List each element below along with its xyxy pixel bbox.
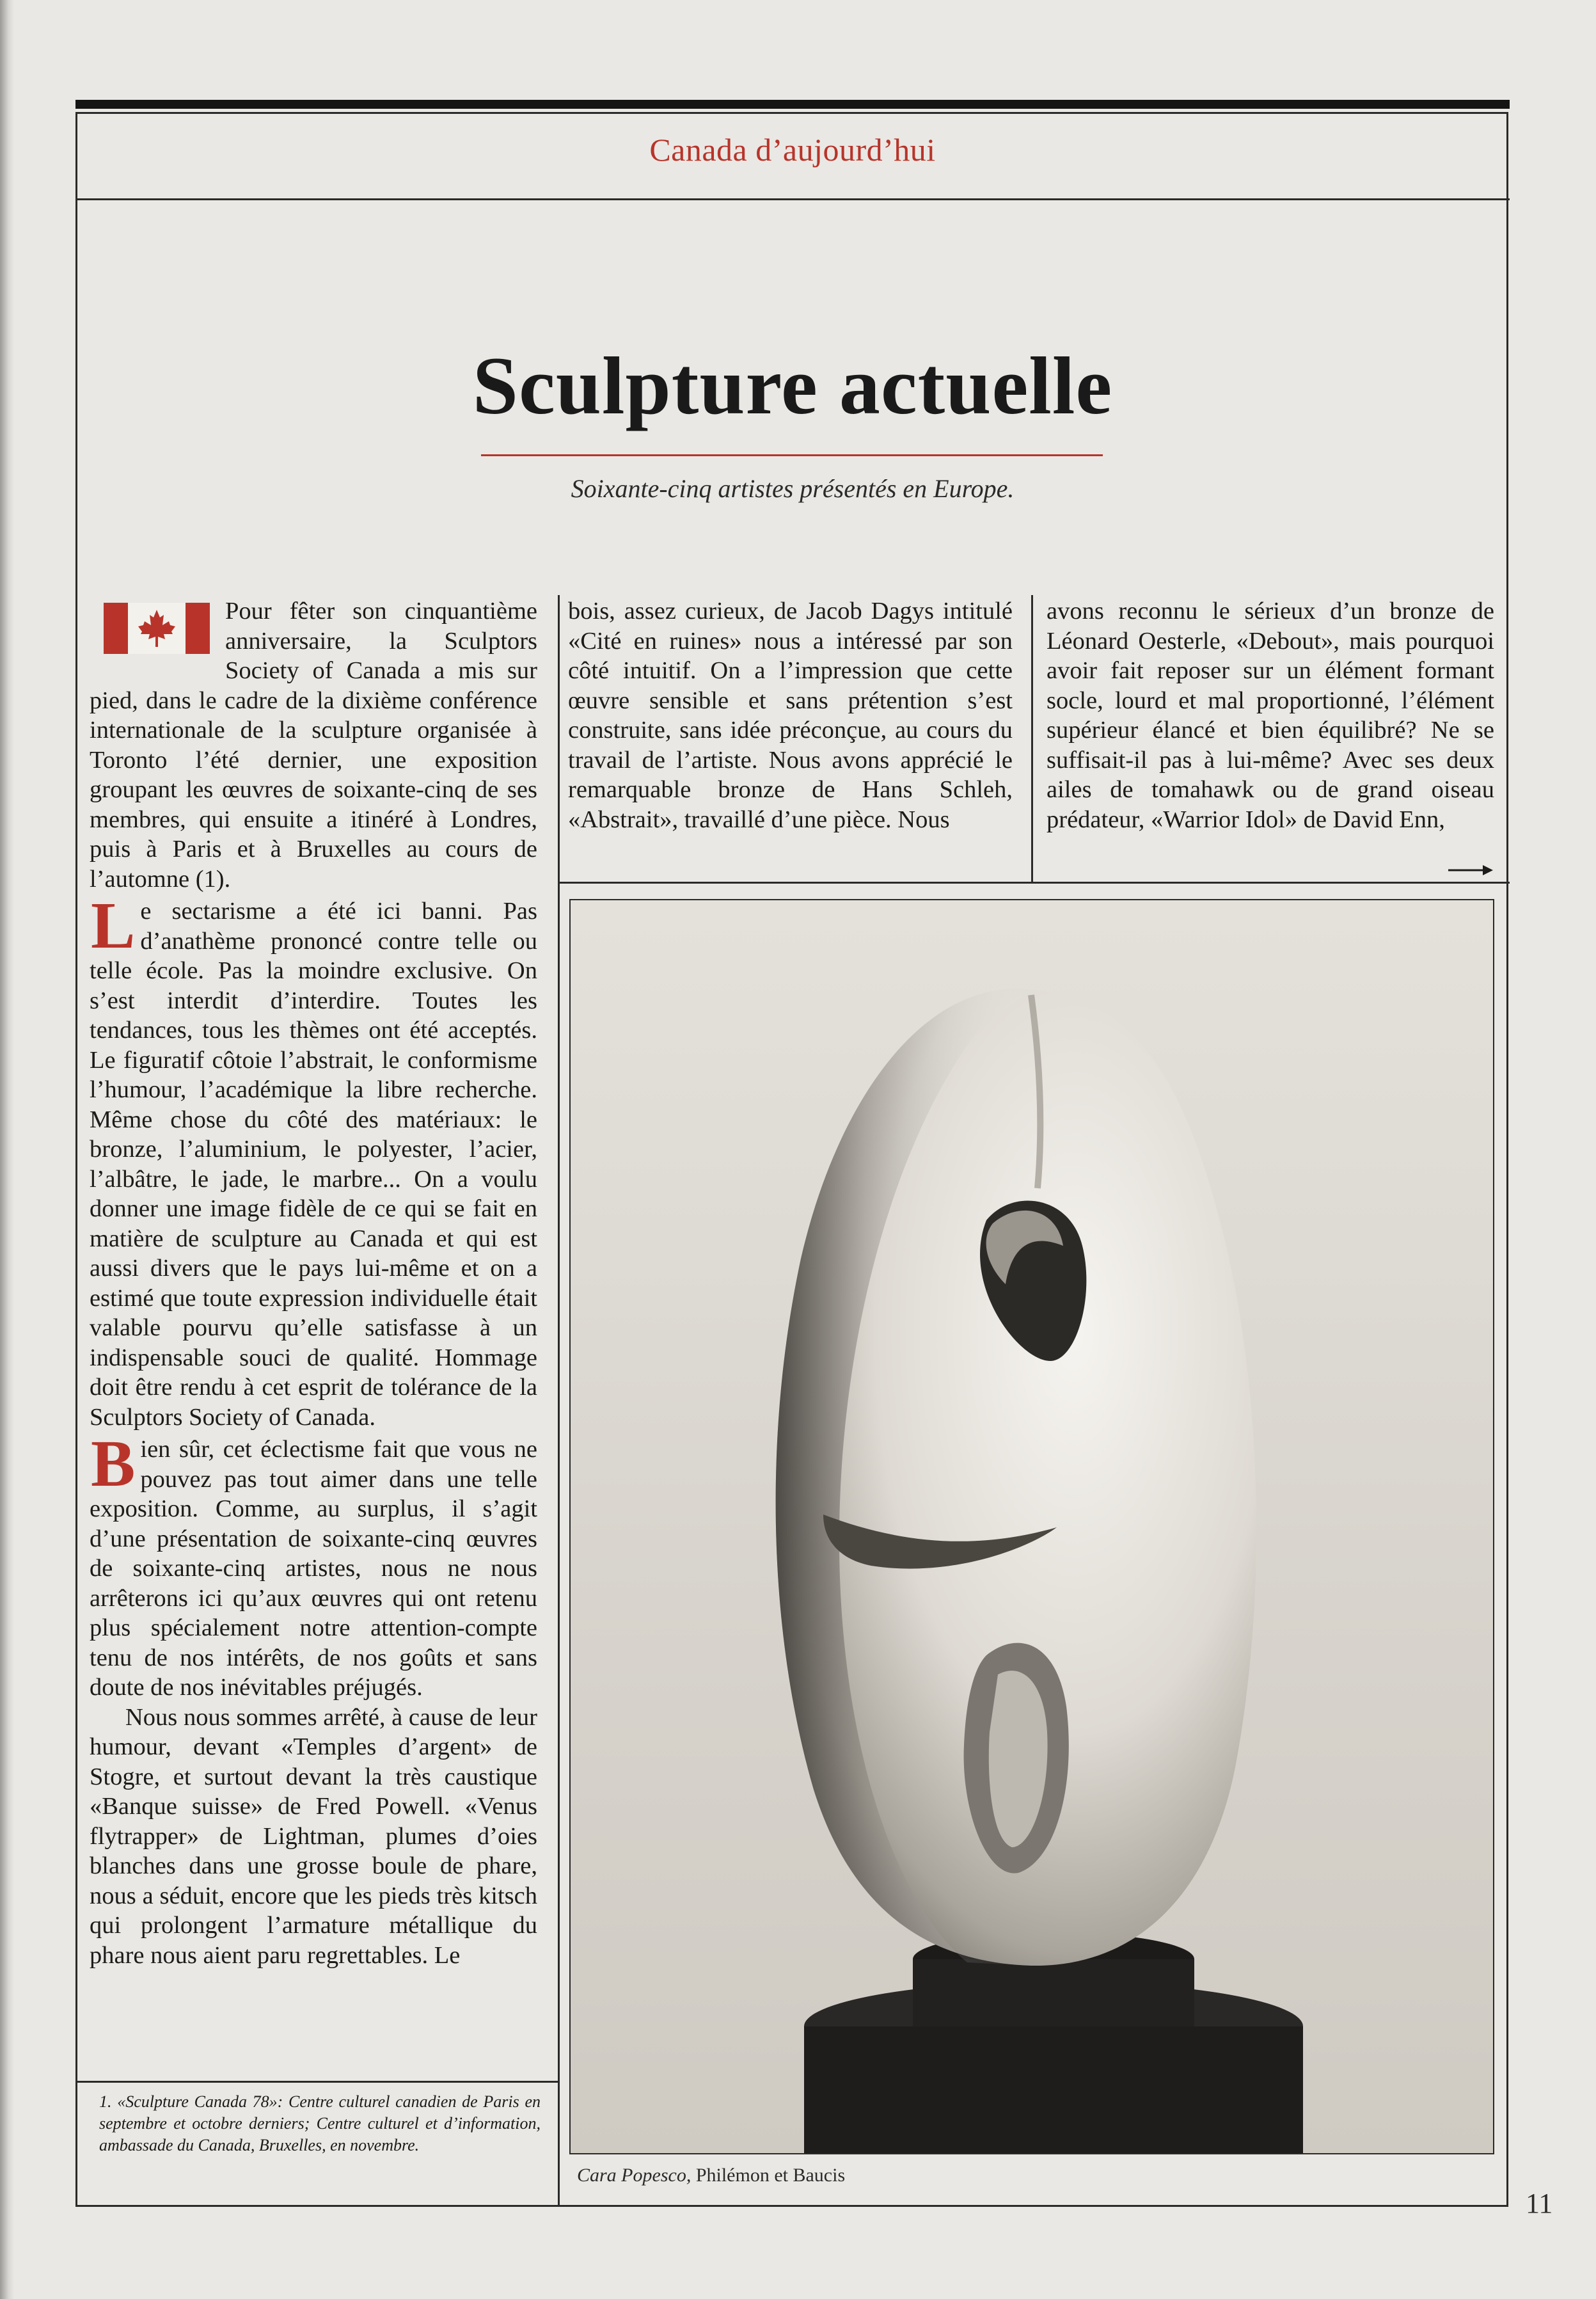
article-subtitle: Soixante-cinq artistes présentés en Europe. — [571, 474, 1015, 503]
footnote: 1. «Sculpture Canada 78»: Centre culturel canadien de Paris en septembre et octobre derniers; Centre culturel et d’information, ambassade du Canada, Bruxelles, en novembre. — [99, 2092, 541, 2154]
page-spine-shadow — [0, 0, 14, 2299]
paragraph-eclectisme: ien sûr, cet éclectisme fait que vous ne pouvez pas tout aimer dans une telle exposition. Comme, au surplus, il s’agit d’une présentation de soixante-cinq œuvres de soixante-cinq artistes, nous ne nous arrêterons ici qu’aux œuvres qui ont retenu plus spécialement notre attention-compte tenu de nos intérêts, de nos goûts et sans doute de nos inévitables préjugés. — [90, 1436, 537, 1701]
top-columns-bottom-rule — [558, 882, 1510, 884]
canada-flag-icon — [104, 603, 210, 654]
article-title: Sculpture actuelle — [472, 340, 1113, 431]
dropcap-B: B — [91, 1427, 136, 1500]
paragraph-bois: bois, assez curieux, de Jacob Dagys intitulé «Cité en ruines» nous a intéressé par son côté intuitif. On a l’impression que cette œuvre sensible et sans prétention s’est construite, sans idée préconçue, au cours du travail de l’artiste. Nous avons apprécié le remarquable bronze de Hans Schleh, «Abstrait», travaillé d’une pièce. Nous — [568, 598, 1013, 833]
text-column-2 — [568, 596, 1013, 834]
text-column-1 — [90, 596, 537, 1970]
paragraph-humour: Nous nous sommes arrêté, à cause de leur humour, devant «Temples d’argent» de Stogre, et surtout devant la très caustique «Banque suisse» de Fred Powell. «Venus flytrapper» de Lightman, plumes d’oies blanches dans une grosse boule de phare, nous a séduit, encore que les pieds très kitsch qui prolongent l’armature métallique du phare nous aient paru regrettables. Le — [90, 1703, 537, 1969]
continue-arrow-icon — [1447, 863, 1493, 878]
header-rule — [75, 198, 1510, 200]
title-underline — [481, 454, 1103, 456]
sculpture-photograph — [569, 899, 1494, 2154]
paragraph-sectarisme: e sectarisme a été ici banni. Pas d’anathème prononcé contre telle ou telle école. Pas la moindre exclusive. On s’est interdit d’interdire. Toutes les tendances, tous les thèmes ont été acceptés. Le figuratif côtoie l’abstrait, le conformisme l’humour, l’académique la libre recherche. Même chose du côté des matériaux: le bronze, l’aluminium, le polyester, l’acier, l’albâtre, le jade, le marbre... On a voulu donner une image fidèle de ce qui se fait en matière de sculpture au Canada et qui est aussi divers que le pays lui-même et on a estimé que toute expression individuelle était valable pourvu qu’elle satisfasse à un indispensable souci de qualité. Hommage doit être rendu à cet esprit de tolérance de la Sculptors Society of Canada. — [90, 898, 537, 1431]
footnote-rule — [75, 2081, 559, 2083]
dropcap-L: L — [91, 889, 136, 962]
text-column-3 — [1047, 596, 1494, 834]
caption-work: Philémon et Baucis — [691, 2165, 846, 2186]
photo-caption — [577, 2165, 845, 2186]
column-divider-left — [558, 595, 560, 2207]
paragraph-intro: Pour fêter son cinquantième anniversaire, la Sculptors Society of Canada a mis sur pied, dans le cadre de la dixième conférence internationale de la sculpture organisée à Toronto l’été dernier, une exposition groupant les œuvres de soixante-cinq de ses membres, qui ensuite a itinéré à Londres, puis à Paris et à Bruxelles au cours de l’automne (1). — [90, 598, 537, 893]
paragraph-oesterle: avons reconnu le sérieux d’un bronze de Léonard Oesterle, «Debout», mais pourquoi avoir fait reposer sur un élément formant socle, lourd et mal proportionné, l’élément supérieur élancé et bien équilibré? Ne se suffisait-il pas à lui-même? Avec ses deux ailes de tomahawk ou de grand oiseau prédateur, «Warrior Idol» de David Enn, — [1047, 598, 1494, 833]
page-number: 11 — [1526, 2188, 1553, 2219]
running-head: Canada d’aujourd’hui — [649, 132, 936, 168]
column-divider-middle — [1031, 595, 1033, 883]
top-heavy-rule — [75, 100, 1510, 109]
caption-artist: Cara Popesco, — [577, 2165, 691, 2186]
